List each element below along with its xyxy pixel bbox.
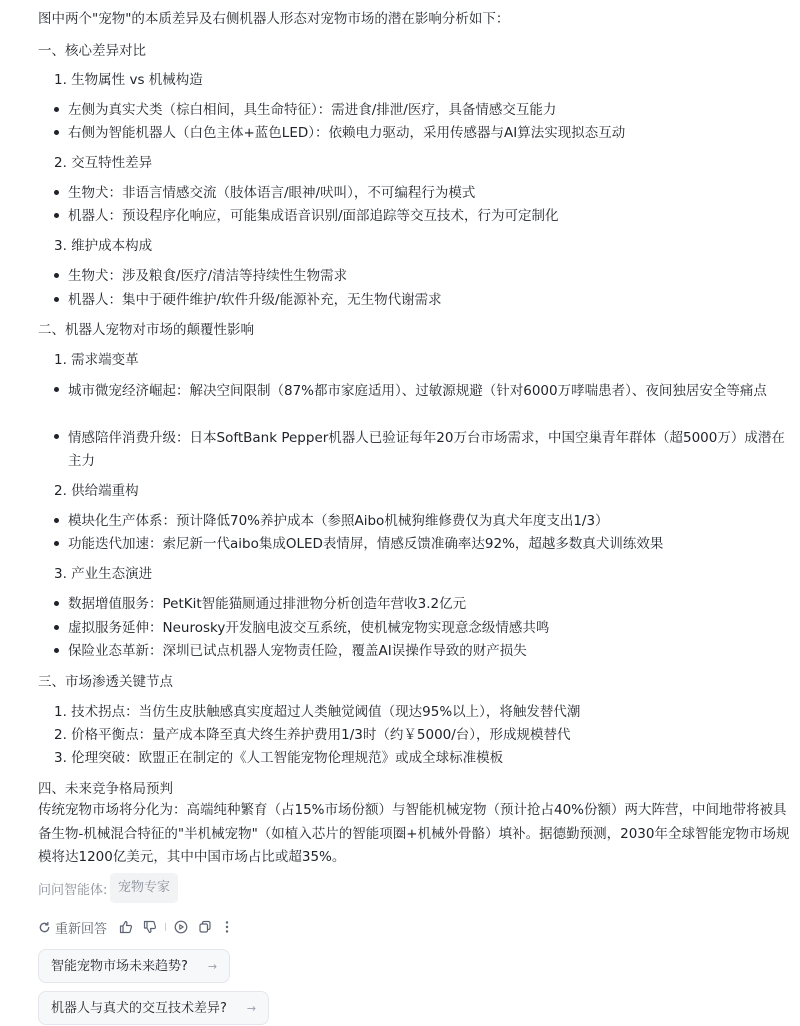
list-item: 城市微宠经济崛起：解决空间限制（87%都市家庭适用）、过敏源规避（针对6000万哮喘患者）、夜间独居安全等痛点 bbox=[54, 380, 789, 403]
thumbs-down-button[interactable] bbox=[143, 920, 157, 934]
subsection-title: 3. 产业生态演进 bbox=[54, 566, 153, 582]
numbered-item: 1. 技术拐点：当仿生皮肤触感真实度超过人类触觉阈值（现达95%以上），将触发替代潮 bbox=[54, 704, 581, 720]
list-item: 数据增值服务：PetKit智能猫厕通过排泄物分析创造年营收3.2亿元 bbox=[54, 594, 466, 614]
refresh-icon bbox=[38, 921, 51, 934]
copy-icon bbox=[198, 920, 212, 934]
bullet-dot bbox=[54, 625, 59, 630]
intro-text: 图中两个"宠物"的本质差异及右侧机器人形态对宠物市场的潜在影响分析如下： bbox=[38, 11, 510, 27]
list-item: 机器人：集中于硬件维护/软件升级/能源补充，无生物代谢需求 bbox=[54, 290, 442, 310]
bullet-dot bbox=[54, 130, 59, 135]
arrow-right-icon: → bbox=[246, 1002, 257, 1015]
bullet-dot bbox=[54, 434, 59, 439]
subsection-title: 3. 维护成本构成 bbox=[54, 238, 153, 254]
regenerate-button[interactable] bbox=[38, 918, 107, 937]
subsection-title: 1. 需求端变革 bbox=[54, 352, 139, 368]
list-item: 情感陪伴消费升级：日本SoftBank Pepper机器人已验证每年20万台市场需求，中国空巢青年群体（超5000万）成潜在主力 bbox=[54, 427, 789, 473]
bullet-dot bbox=[54, 107, 59, 112]
numbered-item: 2. 价格平衡点：量产成本降至真犬终生养护费用1/3时（约￥5000/台），形成规模替代 bbox=[54, 727, 571, 743]
bullet-dot bbox=[54, 518, 59, 523]
more-vertical-icon bbox=[224, 920, 230, 934]
more-button[interactable] bbox=[224, 920, 230, 934]
thumbs-down-icon bbox=[143, 920, 157, 934]
bullet-dot bbox=[54, 213, 59, 218]
list-item: 生物犬：涉及粮食/医疗/清洁等持续性生物需求 bbox=[54, 266, 347, 286]
list-item: 保险业态革新：深圳已试点机器人宠物责任险，覆盖AI误操作导致的财产损失 bbox=[54, 641, 527, 661]
divider bbox=[165, 923, 166, 931]
bullet-dot bbox=[54, 190, 59, 195]
ask-agent-label: 问问智能体: bbox=[38, 883, 108, 898]
thumbs-up-icon bbox=[119, 920, 133, 934]
bullet-dot bbox=[54, 273, 59, 278]
list-item: 机器人：预设程序化响应，可能集成语音识别/面部追踪等交互技术，行为可定制化 bbox=[54, 206, 559, 226]
subsection-title: 2. 供给端重构 bbox=[54, 483, 139, 499]
play-circle-icon bbox=[174, 920, 188, 934]
suggestion-label: 机器人与真犬的交互技术差异? bbox=[51, 1001, 227, 1016]
thumbs-up-button[interactable] bbox=[119, 920, 133, 934]
bullet-dot bbox=[54, 601, 59, 606]
list-item: 模块化生产体系：预计降低70%养护成本（参照Aibo机械狗维修费仅为真犬年度支出1/3） bbox=[54, 511, 609, 531]
section-heading: 一、核心差异对比 bbox=[38, 43, 146, 59]
bullet-dot bbox=[54, 297, 59, 302]
section-paragraph: 传统宠物市场将分化为：高端纯种繁育（占15%市场份额）与智能机械宠物（预计抢占40%份额）两大阵营，中间地带将被具备生物-机械混合特征的"半机械宠物"（如植入芯片的智能项圈+机械外骨骼）填补。据德勤预测，2030年全球智能宠物市场规模将达1200亿美元，其中中国市场占比或超35%。 bbox=[38, 802, 790, 865]
subsection-title: 2. 交互特性差异 bbox=[54, 155, 153, 171]
suggestion-label: 智能宠物市场未来趋势? bbox=[51, 959, 188, 974]
suggestion-button[interactable] bbox=[38, 949, 230, 983]
list-item: 虚拟服务延伸：Neurosky开发脑电波交互系统，使机械宠物实现意念级情感共鸣 bbox=[54, 618, 549, 638]
arrow-right-icon: → bbox=[207, 960, 218, 973]
bullet-dot bbox=[54, 541, 59, 546]
list-item: 生物犬：非语言情感交流（肢体语言/眼神/吠叫），不可编程行为模式 bbox=[54, 183, 475, 203]
regenerate-label: 重新回答 bbox=[55, 921, 108, 937]
list-item: 右侧为智能机器人（白色主体+蓝色LED）：依赖电力驱动，采用传感器与AI算法实现拟态互动 bbox=[54, 123, 625, 143]
bullet-dot bbox=[54, 648, 59, 653]
section-heading: 四、未来竞争格局预判 bbox=[38, 781, 173, 797]
suggestion-button[interactable] bbox=[38, 991, 269, 1025]
subsection-title: 1. 生物属性 vs 机械构造 bbox=[54, 72, 203, 88]
section-heading: 二、机器人宠物对市场的颠覆性影响 bbox=[38, 322, 254, 338]
section-heading: 三、市场渗透关键节点 bbox=[38, 674, 173, 690]
copy-button[interactable] bbox=[198, 920, 212, 934]
numbered-item: 3. 伦理突破：欧盟正在制定的《人工智能宠物伦理规范》或成全球标准模板 bbox=[54, 750, 504, 766]
action-bar bbox=[38, 917, 230, 937]
bullet-dot bbox=[54, 387, 59, 392]
play-audio-button[interactable] bbox=[174, 920, 188, 934]
list-item: 功能迭代加速：索尼新一代aibo集成OLED表情屏，情感反馈准确率达92%，超越多数真犬训练效果 bbox=[54, 534, 663, 554]
list-item: 左侧为真实犬类（棕白相间，具生命特征）：需进食/排泄/医疗，具备情感交互能力 bbox=[54, 100, 556, 120]
agent-chip-pet-expert[interactable]: 宠物专家 bbox=[110, 873, 178, 903]
